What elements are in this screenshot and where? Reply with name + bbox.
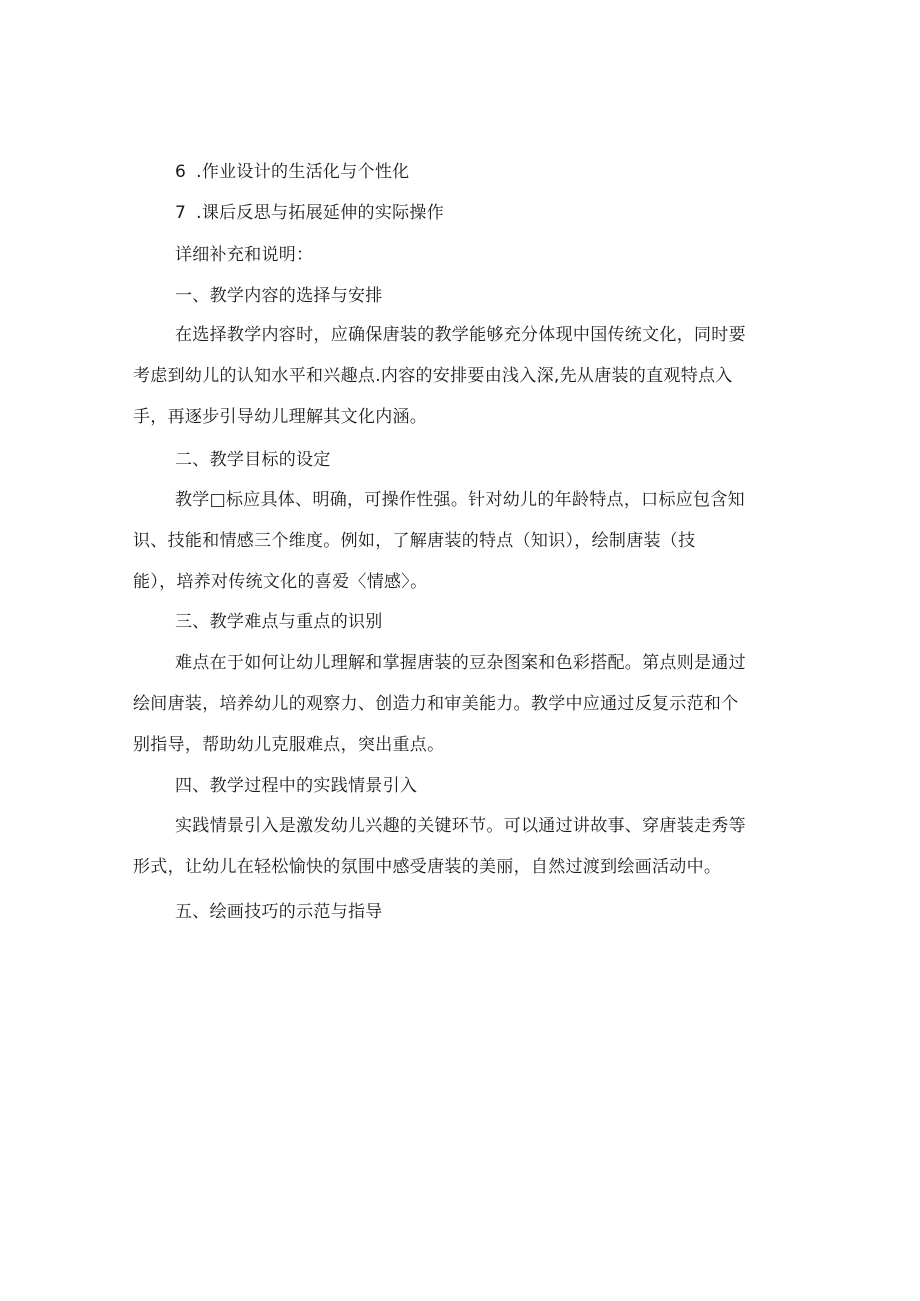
paragraph-line: 形式，让幼儿在轻松愉快的氛围中感受唐装的美丽，自然过渡到绘画活动中。	[133, 857, 722, 877]
section-heading-3: 三、教学难点与重点的识别	[175, 612, 383, 632]
list-number: 6	[175, 162, 187, 182]
paragraph-line: 教学□标应具体、明确，可操作性强。针对幼儿的年龄特点，口标应包含知	[175, 490, 745, 510]
paragraph-line: 在选择教学内容时，应确保唐装的教学能够充分体现中国传统文化，同时要	[175, 325, 746, 345]
list-text: .作业设计的生活化与个性化	[196, 162, 410, 182]
list-item-6	[175, 162, 409, 182]
intro-text: 详细补充和说明：	[175, 245, 314, 265]
paragraph-line: 难点在于如何让幼儿理解和掌握唐装的豆杂图案和色彩搭配。第点则是通过	[175, 653, 746, 673]
paragraph-line: 识、技能和情感三个维度。例如，了解唐装的特点（知识），绘制唐装（技	[133, 531, 696, 551]
section-heading-2: 二、教学目标的设定	[175, 450, 331, 470]
list-item-7	[175, 203, 444, 223]
paragraph-line: 别指导，帮助幼儿克服难点，突出重点。	[133, 735, 445, 755]
section-heading-4: 四、教学过程中的实践情景引入	[175, 776, 418, 796]
list-text: .课后反思与拓展延伸的实际操作	[196, 203, 445, 223]
paragraph-line: 手，再逐步引导幼儿理解其文化内涵。	[133, 407, 428, 427]
paragraph-line: 绘间唐装，培养幼儿的观察力、创造力和审美能力。教学中应通过反复示范和个	[133, 694, 739, 714]
paragraph-line: 考虑到幼儿的认知水平和兴趣点.内容的安排要由浅入深,先从唐装的直观特点入	[133, 366, 733, 386]
section-heading-1: 一、教学内容的选择与安排	[175, 286, 383, 306]
paragraph-line: 能），培养对传统文化的喜爱〈情感〉。	[133, 572, 428, 592]
list-number: 7	[175, 203, 187, 223]
paragraph-line: 实践情景引入是激发幼儿兴趣的关键环节。可以通过讲故事、穿唐装走秀等	[175, 816, 746, 836]
section-heading-5: 五、绘画技巧的示范与指导	[175, 902, 383, 922]
